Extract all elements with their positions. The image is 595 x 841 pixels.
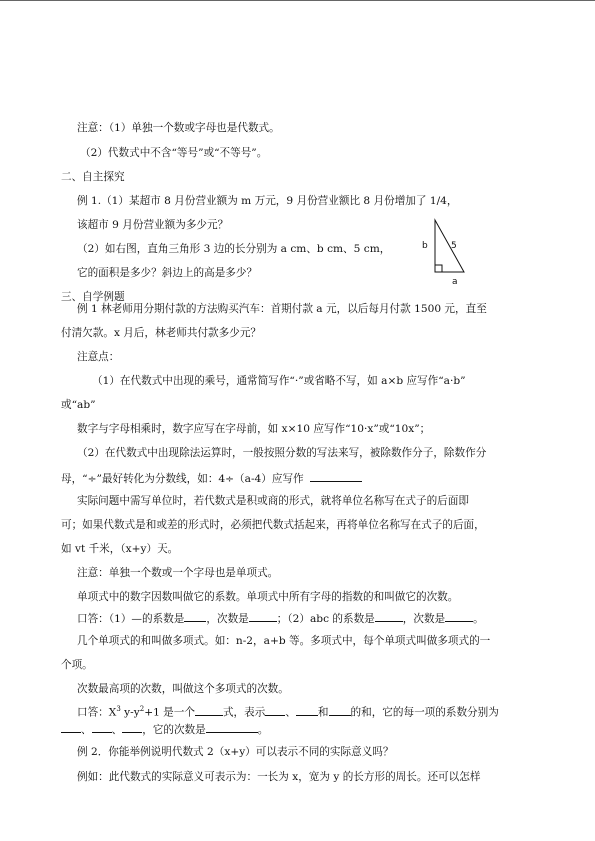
right-triangle-figure	[417, 215, 487, 290]
example-1-text-cont: 付清欠款。x 月后，林老师共付款多少元？	[61, 327, 262, 339]
rule-multiplication: （1）在代数式中出现的乘号，通常简写作“·”或省略不写，如 a×b 应写作“a·b”	[92, 375, 466, 387]
rule-division: （2）在代数式中出现除法运算时，一般按照分数的写法来写，被除数作分子，除数作分	[77, 447, 487, 459]
answer-blank	[61, 721, 81, 733]
rule-division-cont: 母，“÷”最好转化为分数线，如：4÷（a-4）应写作	[61, 470, 362, 486]
answer-blank	[265, 704, 285, 716]
polynomial-definition-cont: 个项。	[61, 659, 93, 671]
triangle-label-b: b	[422, 241, 428, 251]
rule-units-example: 如 vt 千米，（x+y）天。	[61, 543, 179, 555]
answer-blank	[296, 704, 318, 716]
triangle-label-hypotenuse: 5	[451, 241, 457, 251]
example1-part2-question: 它的面积是多少？斜边上的高是多少？	[77, 267, 258, 279]
answer-blank	[184, 610, 206, 622]
triangle-label-a: a	[452, 277, 458, 287]
answer-blank	[445, 610, 473, 622]
answer-blank	[92, 721, 112, 733]
section-heading-3: 三、自学例题	[61, 291, 125, 303]
note-line-1: 注意：（1）单独一个数或字母也是代数式。	[77, 122, 280, 134]
example1-question: 该超市 9 月份营业额为多少元？	[77, 219, 229, 231]
oral-question-2: 口答：$X^3$ $y-y^2+1$ 是一个 式，表示 、 和 的和，它的每一项的系数分别为	[77, 705, 499, 719]
rule-number-letter: 数字与字母相乘时，数字应写在字母前，如 x×10 应写作“10·x”或“10x”；	[77, 423, 431, 435]
example-2-answer: 例如：此代数式的实际意义可表示为：一长为 x，宽为 y 的长方形的周长。还可以怎样	[77, 771, 481, 783]
answer-blank	[195, 704, 223, 716]
note-line-2: （2）代数式中不含“等号”或“不等号”。	[80, 147, 268, 159]
example-1-text: 例 1 林老师用分期付款的方法购买汽车：首期付款 a 元，以后每月付款 1500 元，直至	[77, 303, 487, 315]
answer-blank	[122, 721, 142, 733]
answer-blank	[329, 704, 351, 716]
monomial-note: 注意：单独一个数或一个字母也是单项式。	[77, 567, 279, 579]
oral-question-2-cont: 、 、 ，它的次数是 。	[61, 721, 268, 737]
answer-blank	[249, 610, 277, 622]
oral-question-1: 口答：（1）—的系数是 ，次数是 ；（2）abc 的系数是 ，次数是 。	[77, 610, 484, 626]
section-heading-2: 二、自主探究	[61, 171, 125, 183]
example1-part1: 例 1.（1）某超市 8 月份营业额为 m 万元，9 月份营业额比 8 月份增加了 1/4，	[77, 195, 458, 207]
rule-multiplication-cont: 或“ab”	[61, 399, 96, 411]
rule-units-cont: 可；如果代数式是和或差的形式时，必须把代数式括起来，再将单位名称写在式子的后面，	[61, 519, 485, 531]
rule-units: 实际问题中需写单位时，若代数式是积或商的形式，就将单位名称写在式子的后面即	[77, 495, 469, 507]
answer-blank	[310, 470, 362, 482]
example1-part2: （2）如右图，直角三角形 3 边的长分别为 a cm、b cm、5 cm，	[77, 243, 391, 255]
answer-blank	[206, 721, 258, 733]
attention-heading: 注意点：	[77, 351, 120, 363]
answer-blank	[375, 610, 403, 622]
polynomial-degree: 次数最高项的次数，叫做这个多项式的次数。	[77, 683, 289, 695]
polynomial-definition: 几个单项式的和叫做多项式。如：n-2，a+b 等。多项式中，每个单项式叫做多项式的一	[77, 635, 491, 647]
monomial-definition: 单项式中的数字因数叫做它的系数。单项式中所有字母的指数的和叫做它的次数。	[77, 591, 459, 603]
example-2: 例 2．你能举例说明代数式 2（x+y）可以表示不同的实际意义吗？	[77, 746, 394, 758]
